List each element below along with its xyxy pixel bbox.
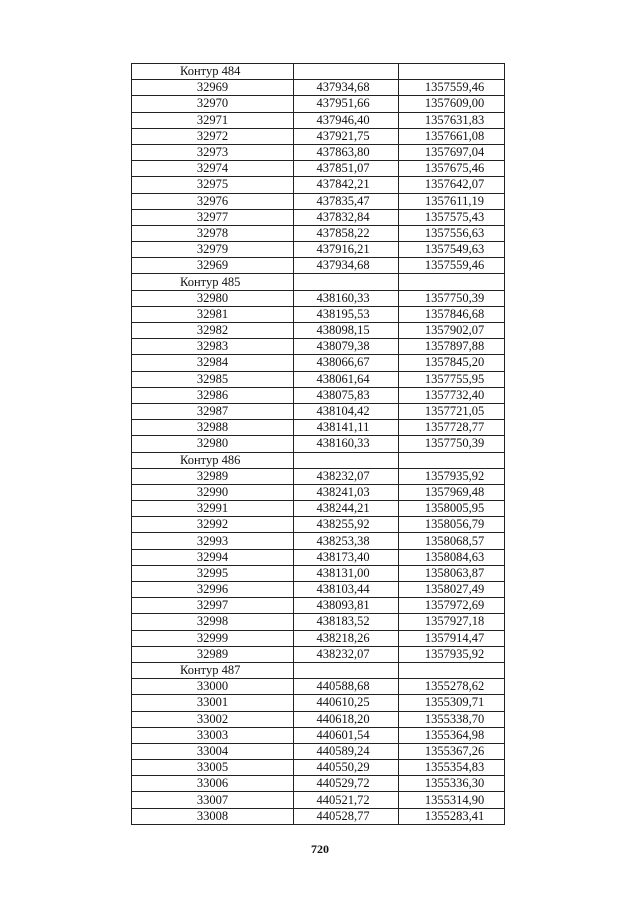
x-coordinate-cell: 438103,44 [294, 582, 399, 598]
y-coordinate-cell: 1357728,77 [399, 420, 505, 436]
y-coordinate-cell: 1357972,69 [399, 598, 505, 614]
x-coordinate-cell: 438093,81 [294, 598, 399, 614]
y-coordinate-cell: 1357755,95 [399, 371, 505, 387]
table-row [132, 323, 505, 339]
table-row [132, 306, 505, 322]
table-row [132, 371, 505, 387]
table-row [132, 144, 505, 160]
point-number-cell: 32992 [132, 517, 294, 533]
empty-cell [399, 274, 505, 290]
y-coordinate-cell: 1355283,41 [399, 808, 505, 824]
contour-label: Контур 486 [132, 452, 294, 468]
point-number-cell: 33008 [132, 808, 294, 824]
y-coordinate-cell: 1357556,63 [399, 225, 505, 241]
table-row [132, 177, 505, 193]
table-row [132, 792, 505, 808]
point-number-cell: 32997 [132, 598, 294, 614]
table-row [132, 128, 505, 144]
point-number-cell: 32973 [132, 144, 294, 160]
table-row [132, 565, 505, 581]
table-row [132, 339, 505, 355]
point-number-cell: 32984 [132, 355, 294, 371]
x-coordinate-cell: 438104,42 [294, 403, 399, 419]
point-number-cell: 32976 [132, 193, 294, 209]
table-row [132, 468, 505, 484]
point-number-cell: 33004 [132, 743, 294, 759]
contour-header-row [132, 452, 505, 468]
table-row [132, 517, 505, 533]
x-coordinate-cell: 437916,21 [294, 242, 399, 258]
y-coordinate-cell: 1358027,49 [399, 582, 505, 598]
table-row [132, 484, 505, 500]
x-coordinate-cell: 438232,07 [294, 646, 399, 662]
table-row [132, 290, 505, 306]
point-number-cell: 33006 [132, 776, 294, 792]
contour-label: Контур 485 [132, 274, 294, 290]
point-number-cell: 32971 [132, 112, 294, 128]
point-number-cell: 33003 [132, 727, 294, 743]
y-coordinate-cell: 1357675,46 [399, 161, 505, 177]
y-coordinate-cell: 1357631,83 [399, 112, 505, 128]
y-coordinate-cell: 1355336,30 [399, 776, 505, 792]
x-coordinate-cell: 438183,52 [294, 614, 399, 630]
point-number-cell: 32999 [132, 630, 294, 646]
y-coordinate-cell: 1357969,48 [399, 484, 505, 500]
x-coordinate-cell: 438253,38 [294, 533, 399, 549]
coordinates-table-body [132, 64, 505, 825]
x-coordinate-cell: 440601,54 [294, 727, 399, 743]
point-number-cell: 32974 [132, 161, 294, 177]
table-row [132, 242, 505, 258]
point-number-cell: 32986 [132, 387, 294, 403]
y-coordinate-cell: 1357927,18 [399, 614, 505, 630]
point-number-cell: 32983 [132, 339, 294, 355]
point-number-cell: 32972 [132, 128, 294, 144]
x-coordinate-cell: 438255,92 [294, 517, 399, 533]
x-coordinate-cell: 438075,83 [294, 387, 399, 403]
table-row [132, 209, 505, 225]
point-number-cell: 33007 [132, 792, 294, 808]
contour-header-row [132, 64, 505, 80]
empty-cell [399, 452, 505, 468]
table-row [132, 646, 505, 662]
x-coordinate-cell: 440529,72 [294, 776, 399, 792]
x-coordinate-cell: 437921,75 [294, 128, 399, 144]
x-coordinate-cell: 440610,25 [294, 695, 399, 711]
y-coordinate-cell: 1357750,39 [399, 436, 505, 452]
point-number-cell: 32995 [132, 565, 294, 581]
x-coordinate-cell: 437946,40 [294, 112, 399, 128]
table-row [132, 695, 505, 711]
point-number-cell: 33005 [132, 760, 294, 776]
x-coordinate-cell: 440550,29 [294, 760, 399, 776]
y-coordinate-cell: 1357721,05 [399, 403, 505, 419]
x-coordinate-cell: 438241,03 [294, 484, 399, 500]
x-coordinate-cell: 438232,07 [294, 468, 399, 484]
point-number-cell: 32978 [132, 225, 294, 241]
table-row [132, 598, 505, 614]
y-coordinate-cell: 1355367,26 [399, 743, 505, 759]
table-row [132, 711, 505, 727]
y-coordinate-cell: 1357750,39 [399, 290, 505, 306]
contour-label: Контур 487 [132, 662, 294, 678]
y-coordinate-cell: 1355314,90 [399, 792, 505, 808]
y-coordinate-cell: 1358063,87 [399, 565, 505, 581]
x-coordinate-cell: 440618,20 [294, 711, 399, 727]
point-number-cell: 32989 [132, 646, 294, 662]
table-row [132, 582, 505, 598]
table-row [132, 96, 505, 112]
y-coordinate-cell: 1357559,46 [399, 258, 505, 274]
y-coordinate-cell: 1355309,71 [399, 695, 505, 711]
point-number-cell: 33001 [132, 695, 294, 711]
point-number-cell: 32998 [132, 614, 294, 630]
point-number-cell: 32990 [132, 484, 294, 500]
x-coordinate-cell: 438218,26 [294, 630, 399, 646]
x-coordinate-cell: 438173,40 [294, 549, 399, 565]
table-row [132, 743, 505, 759]
empty-cell [294, 274, 399, 290]
x-coordinate-cell: 440528,77 [294, 808, 399, 824]
y-coordinate-cell: 1355278,62 [399, 679, 505, 695]
table-row [132, 225, 505, 241]
y-coordinate-cell: 1357846,68 [399, 306, 505, 322]
point-number-cell: 32975 [132, 177, 294, 193]
x-coordinate-cell: 437842,21 [294, 177, 399, 193]
x-coordinate-cell: 438098,15 [294, 323, 399, 339]
page-number: 720 [311, 842, 329, 856]
y-coordinate-cell: 1357559,46 [399, 80, 505, 96]
y-coordinate-cell: 1357897,88 [399, 339, 505, 355]
x-coordinate-cell: 438141,11 [294, 420, 399, 436]
y-coordinate-cell: 1357609,00 [399, 96, 505, 112]
x-coordinate-cell: 437863,80 [294, 144, 399, 160]
table-row [132, 112, 505, 128]
table-row [132, 420, 505, 436]
point-number-cell: 33002 [132, 711, 294, 727]
y-coordinate-cell: 1358068,57 [399, 533, 505, 549]
x-coordinate-cell: 440521,72 [294, 792, 399, 808]
empty-cell [294, 452, 399, 468]
table-row [132, 549, 505, 565]
table-row [132, 776, 505, 792]
y-coordinate-cell: 1357611,19 [399, 193, 505, 209]
contour-header-row [132, 662, 505, 678]
x-coordinate-cell: 438079,38 [294, 339, 399, 355]
x-coordinate-cell: 437934,68 [294, 258, 399, 274]
point-number-cell: 32996 [132, 582, 294, 598]
x-coordinate-cell: 437934,68 [294, 80, 399, 96]
y-coordinate-cell: 1358056,79 [399, 517, 505, 533]
x-coordinate-cell: 438131,00 [294, 565, 399, 581]
point-number-cell: 32980 [132, 436, 294, 452]
coordinates-table [131, 63, 505, 825]
x-coordinate-cell: 437858,22 [294, 225, 399, 241]
y-coordinate-cell: 1355354,83 [399, 760, 505, 776]
x-coordinate-cell: 438160,33 [294, 290, 399, 306]
table-row [132, 630, 505, 646]
point-number-cell: 32970 [132, 96, 294, 112]
point-number-cell: 32977 [132, 209, 294, 225]
y-coordinate-cell: 1355338,70 [399, 711, 505, 727]
table-row [132, 436, 505, 452]
point-number-cell: 32981 [132, 306, 294, 322]
point-number-cell: 32982 [132, 323, 294, 339]
y-coordinate-cell: 1357697,04 [399, 144, 505, 160]
point-number-cell: 32991 [132, 501, 294, 517]
point-number-cell: 32993 [132, 533, 294, 549]
contour-header-row [132, 274, 505, 290]
table-row [132, 355, 505, 371]
table-row [132, 258, 505, 274]
y-coordinate-cell: 1357642,07 [399, 177, 505, 193]
y-coordinate-cell: 1358084,63 [399, 549, 505, 565]
x-coordinate-cell: 440589,24 [294, 743, 399, 759]
y-coordinate-cell: 1357732,40 [399, 387, 505, 403]
table-row [132, 679, 505, 695]
table-row [132, 193, 505, 209]
y-coordinate-cell: 1357549,63 [399, 242, 505, 258]
x-coordinate-cell: 438160,33 [294, 436, 399, 452]
point-number-cell: 33000 [132, 679, 294, 695]
table-row [132, 80, 505, 96]
y-coordinate-cell: 1357935,92 [399, 468, 505, 484]
point-number-cell: 32985 [132, 371, 294, 387]
point-number-cell: 32994 [132, 549, 294, 565]
y-coordinate-cell: 1357575,43 [399, 209, 505, 225]
x-coordinate-cell: 438244,21 [294, 501, 399, 517]
x-coordinate-cell: 437851,07 [294, 161, 399, 177]
point-number-cell: 32988 [132, 420, 294, 436]
x-coordinate-cell: 438195,53 [294, 306, 399, 322]
point-number-cell: 32987 [132, 403, 294, 419]
table-row [132, 403, 505, 419]
empty-cell [399, 662, 505, 678]
x-coordinate-cell: 437835,47 [294, 193, 399, 209]
x-coordinate-cell: 438066,67 [294, 355, 399, 371]
table-row [132, 161, 505, 177]
y-coordinate-cell: 1355364,98 [399, 727, 505, 743]
point-number-cell: 32980 [132, 290, 294, 306]
x-coordinate-cell: 437832,84 [294, 209, 399, 225]
table-row [132, 501, 505, 517]
contour-label: Контур 484 [132, 64, 294, 80]
table-row [132, 727, 505, 743]
x-coordinate-cell: 438061,64 [294, 371, 399, 387]
y-coordinate-cell: 1357902,07 [399, 323, 505, 339]
x-coordinate-cell: 440588,68 [294, 679, 399, 695]
table-row [132, 808, 505, 824]
point-number-cell: 32989 [132, 468, 294, 484]
table-row [132, 533, 505, 549]
point-number-cell: 32979 [132, 242, 294, 258]
y-coordinate-cell: 1358005,95 [399, 501, 505, 517]
x-coordinate-cell: 437951,66 [294, 96, 399, 112]
table-row [132, 760, 505, 776]
table-row [132, 614, 505, 630]
empty-cell [294, 64, 399, 80]
y-coordinate-cell: 1357914,47 [399, 630, 505, 646]
y-coordinate-cell: 1357845,20 [399, 355, 505, 371]
point-number-cell: 32969 [132, 258, 294, 274]
y-coordinate-cell: 1357935,92 [399, 646, 505, 662]
table-row [132, 387, 505, 403]
empty-cell [294, 662, 399, 678]
point-number-cell: 32969 [132, 80, 294, 96]
empty-cell [399, 64, 505, 80]
y-coordinate-cell: 1357661,08 [399, 128, 505, 144]
